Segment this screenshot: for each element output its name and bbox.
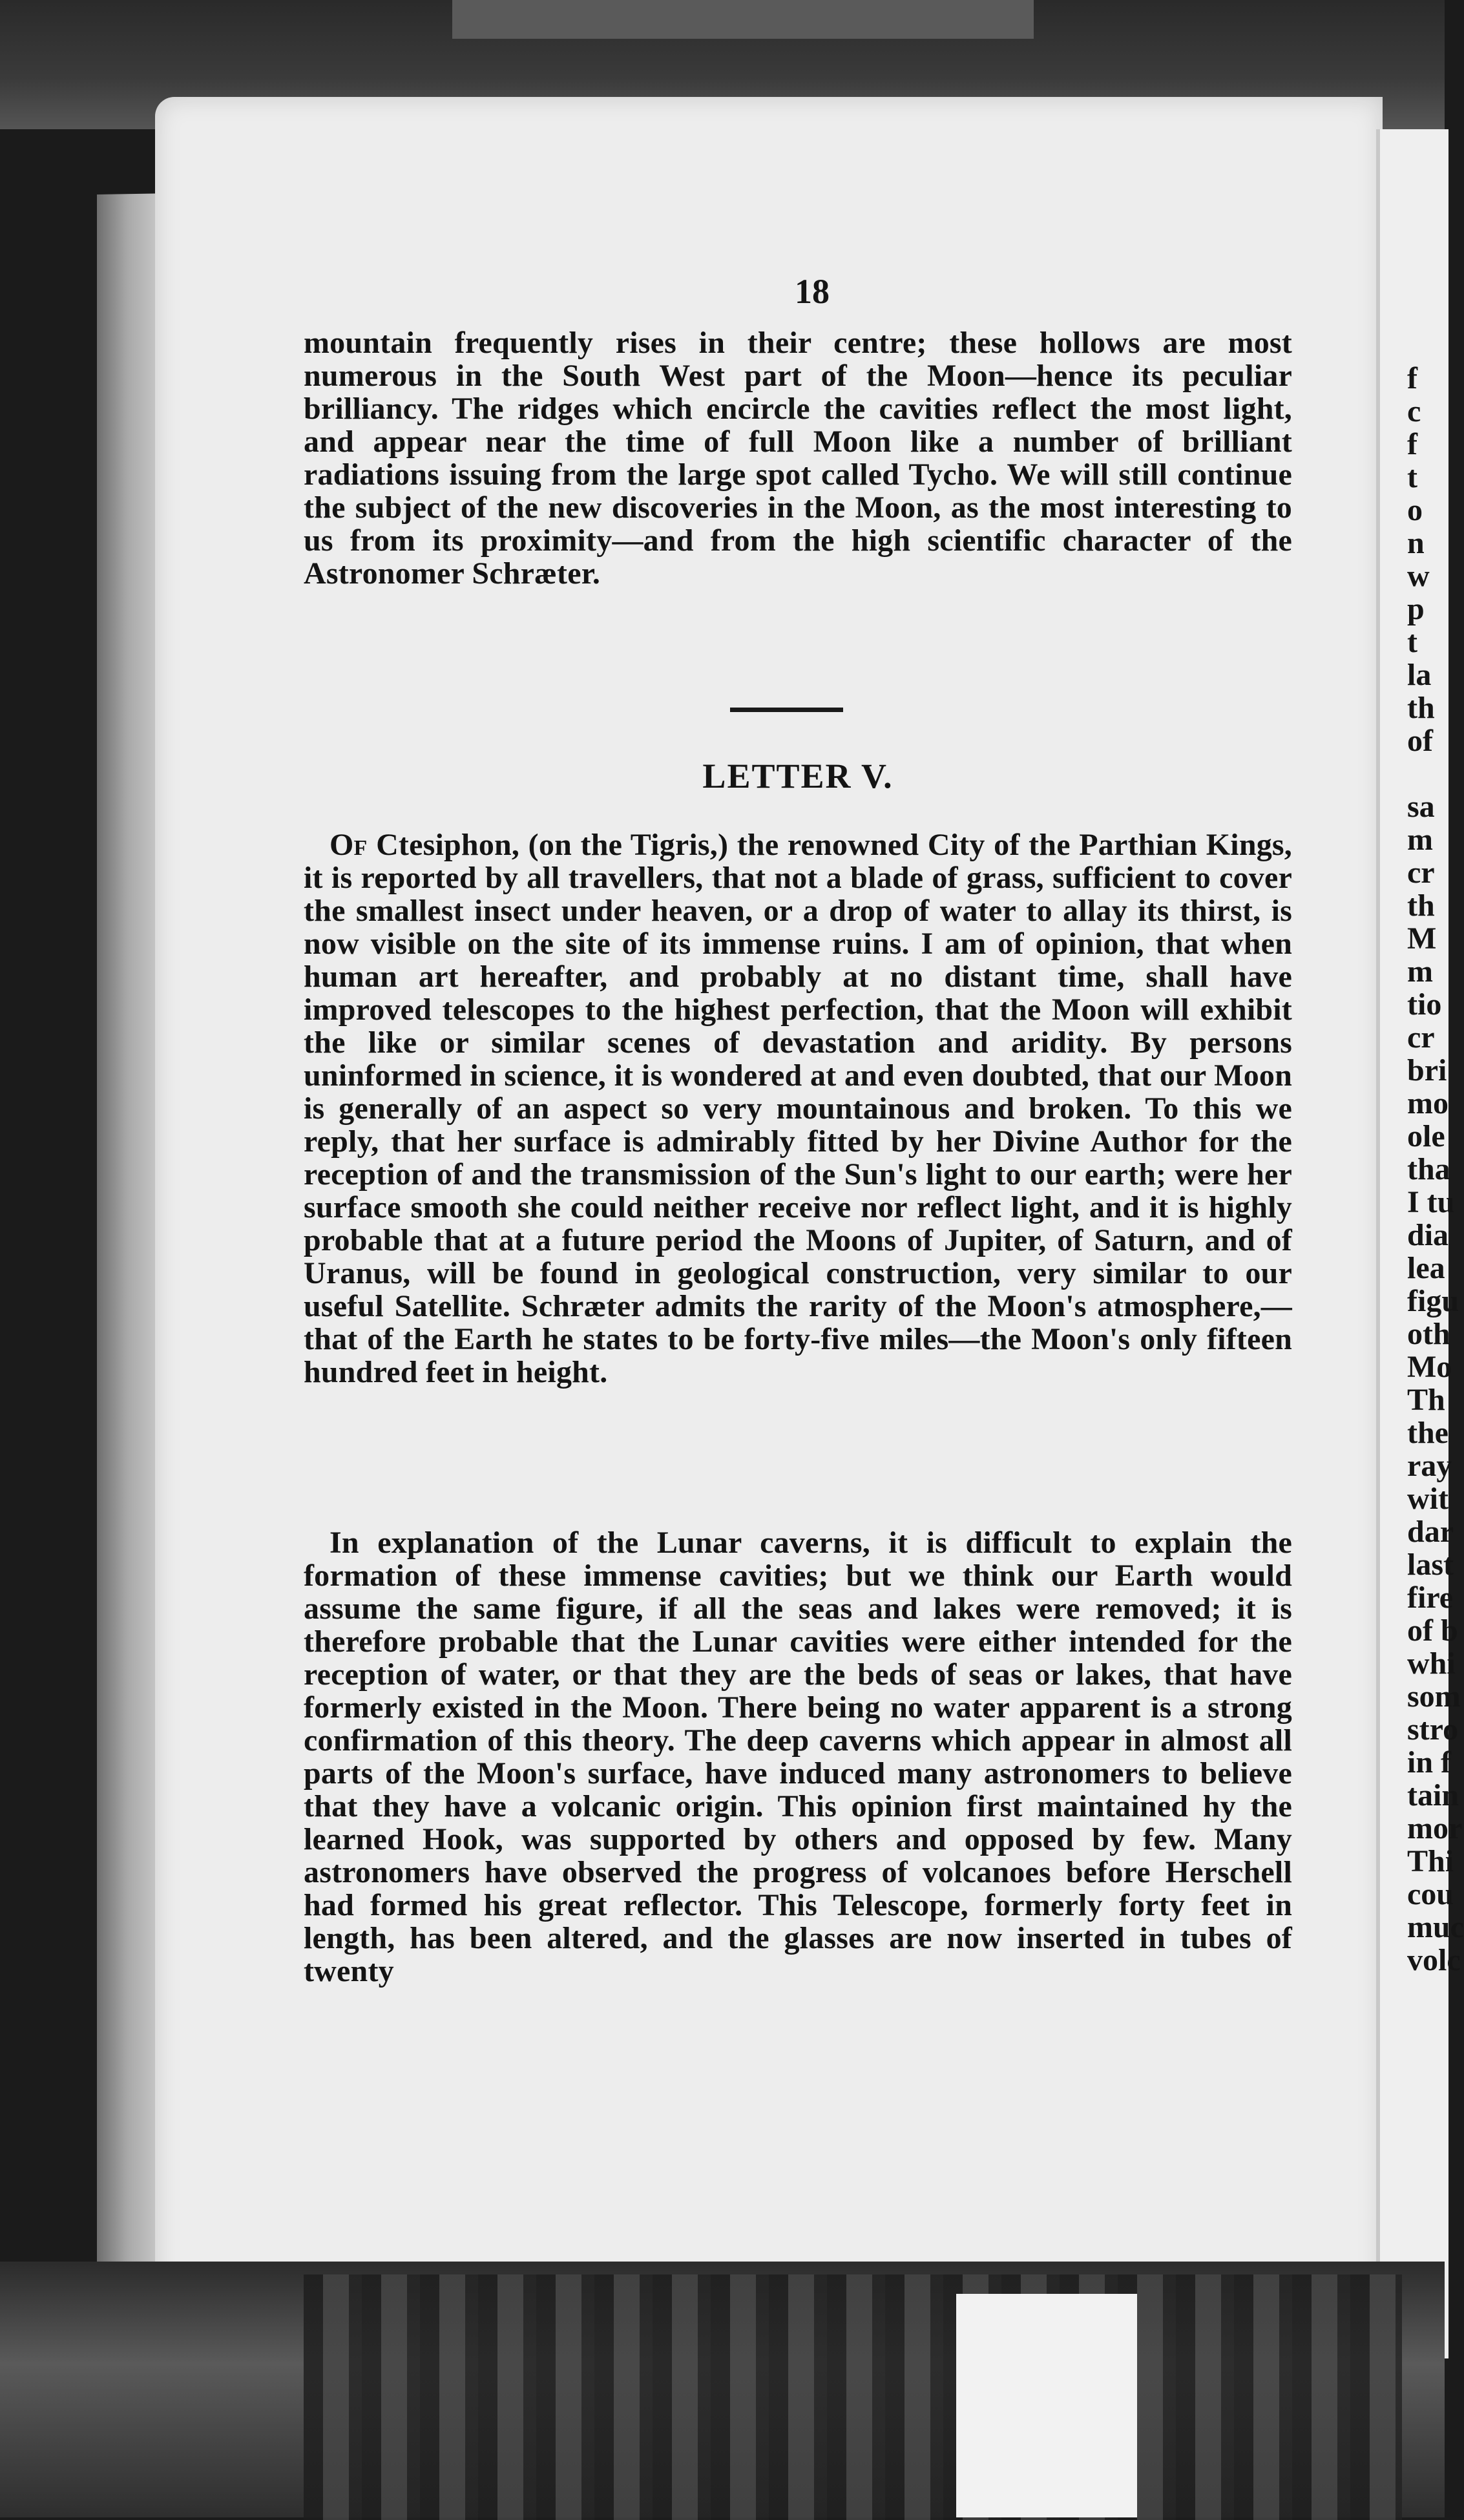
continuation-paragraph: mountain frequently rises in their centre; these hollows are most numerous in the South West part of the Moon—hence its peculiar brilliancy. The ridges which encircle the cavities reflect the most light, and appear near the time of full Moon like a number of brilliant radiations issuing from the large spot called Tycho. We will still continue the subject of the new discoveries in the Moon, as the most interesting to us from its proximity—and from the high scientific character of the Astronomer Schræter.: [304, 326, 1292, 591]
caverns-paragraph-text: In explanation of the Lunar caverns, it is difficult to explain the formation of these immense cavities; but we think our Earth would assume the same figure, if all the seas and lakes were removed; it is therefore probable that the Lunar cavities were either intended for the reception of water, or that they are the beds of seas or lakes, that have formerly existed in the Moon. There being no water apparent is a strong confirmation of this theory. The deep caverns which appear in almost all parts of the Moon's surface, have induced many astronomers to believe that they have a volcanic origin. This opinion first maintained hy the learned Hook, was supported by others and opposed by few. Many astronomers have observed the progress of volcanoes before Herschell had formed his great reflector. This Telescope, formerly forty feet in length, has been altered, and the glasses are now inserted in tubes of twenty: [304, 1526, 1292, 1988]
next-page-fragment: w: [1407, 559, 1430, 593]
next-page-fragment: mo: [1407, 1086, 1448, 1120]
caverns-paragraph: [304, 1526, 1292, 1988]
next-page-fragment: m: [1407, 954, 1433, 989]
letter-paragraph-text: Ctesiphon, (on the Tigris,) the renowned City of the Parthian Kings, it is reported by all travellers, that not a blade of grass, sufficient to cover the smallest insect under heaven, or a drop of water to allay its thirst, is now visible on the site of its immense ruins. I am of opinion, that when human art hereafter, and probably at no distant time, shall have improved telescopes to the highest perfection, that the Moon will exhibit the like or similar scenes of devastation and aridity. By persons uninformed in science, it is wondered at and even doubted, that our Moon is generally of an aspect so very mountainous and broken. To this we reply, that her surface is admirably fitted by her Divine Author for the reception of and the transmission of the Sun's light to our earth; were her surface smooth she could neither receive nor reflect light, and it is highly probable that at a future period the Moons of Jupiter, of Saturn, and of Uranus, will be found in geological construction, very similar to our useful Satellite. Schræter admits the rarity of the Moon's atmosphere,—that of the Earth he states to be forty-five miles—the Moon's only fifteen hundred feet in height.: [304, 828, 1292, 1389]
next-page-fragment: last: [1407, 1548, 1454, 1582]
next-page-fragment: la: [1407, 658, 1432, 692]
letter-paragraph: [304, 828, 1292, 1389]
next-page-fragment: Thi: [1407, 1844, 1454, 1878]
section-divider: [730, 708, 843, 712]
next-page-fragment: of: [1407, 724, 1433, 758]
next-page-fragment: in f: [1407, 1745, 1452, 1780]
next-page-fragment: M: [1407, 921, 1437, 956]
next-page-fragment: Mo: [1407, 1350, 1452, 1384]
top-strip: [452, 0, 1034, 39]
next-page-fragment: wit: [1407, 1482, 1448, 1516]
next-page-fragment: muc: [1407, 1910, 1464, 1944]
next-page-fragment: [1407, 757, 1445, 790]
next-page-fragment: Th: [1407, 1383, 1445, 1417]
next-page-fragment: p: [1407, 592, 1425, 626]
book-spine-stripes: [304, 2274, 1402, 2520]
paper-tab: [956, 2294, 1137, 2517]
next-page-fragment: bri: [1407, 1053, 1447, 1087]
next-page-fragment: cr: [1407, 1020, 1435, 1055]
next-page-fragment: figu: [1407, 1284, 1459, 1318]
next-page-fragment: f: [1407, 361, 1417, 395]
next-page-fragment: tain: [1407, 1778, 1459, 1812]
letter-heading: LETTER V.: [702, 757, 894, 795]
next-page-fragment: oth: [1407, 1317, 1450, 1351]
next-page-fragment: som: [1407, 1679, 1461, 1714]
next-page-fragment: o: [1407, 493, 1423, 527]
next-page-fragment: ole: [1407, 1119, 1445, 1153]
next-page-fragment: lea: [1407, 1251, 1445, 1285]
next-page-text-fragments: [1407, 361, 1464, 1977]
next-page-fragment: cou: [1407, 1877, 1454, 1911]
next-page-fragment: cr: [1407, 856, 1435, 890]
next-page-fragment: sa: [1407, 790, 1435, 824]
next-page-fragment: volc: [1407, 1943, 1461, 1977]
next-page-fragment: tio: [1407, 987, 1442, 1022]
next-page-fragment: th: [1407, 691, 1435, 725]
next-page-fragment: ray: [1407, 1449, 1452, 1483]
next-page-fragment: t: [1407, 625, 1417, 659]
next-page-fragment: m: [1407, 823, 1433, 857]
next-page-fragment: fire: [1407, 1580, 1454, 1615]
next-page-fragment: t: [1407, 460, 1417, 494]
next-page-fragment: f: [1407, 427, 1417, 461]
next-page-fragment: the: [1407, 1416, 1448, 1450]
next-page-fragment: mor: [1407, 1811, 1463, 1845]
next-page-fragment: dar: [1407, 1515, 1454, 1549]
next-page-fragment: of b: [1407, 1613, 1458, 1648]
next-page-fragment: stro: [1407, 1712, 1459, 1747]
initial-word: Of: [329, 828, 368, 862]
next-page-fragment: th: [1407, 888, 1435, 923]
next-page-fragment: n: [1407, 526, 1425, 560]
next-page-fragment: dia: [1407, 1218, 1449, 1252]
next-page-fragment: tha: [1407, 1152, 1450, 1186]
next-page-fragment: whi: [1407, 1646, 1456, 1681]
next-page-fragment: c: [1407, 394, 1421, 428]
next-page-fragment: I tu: [1407, 1185, 1455, 1219]
page-number: 18: [795, 272, 830, 311]
